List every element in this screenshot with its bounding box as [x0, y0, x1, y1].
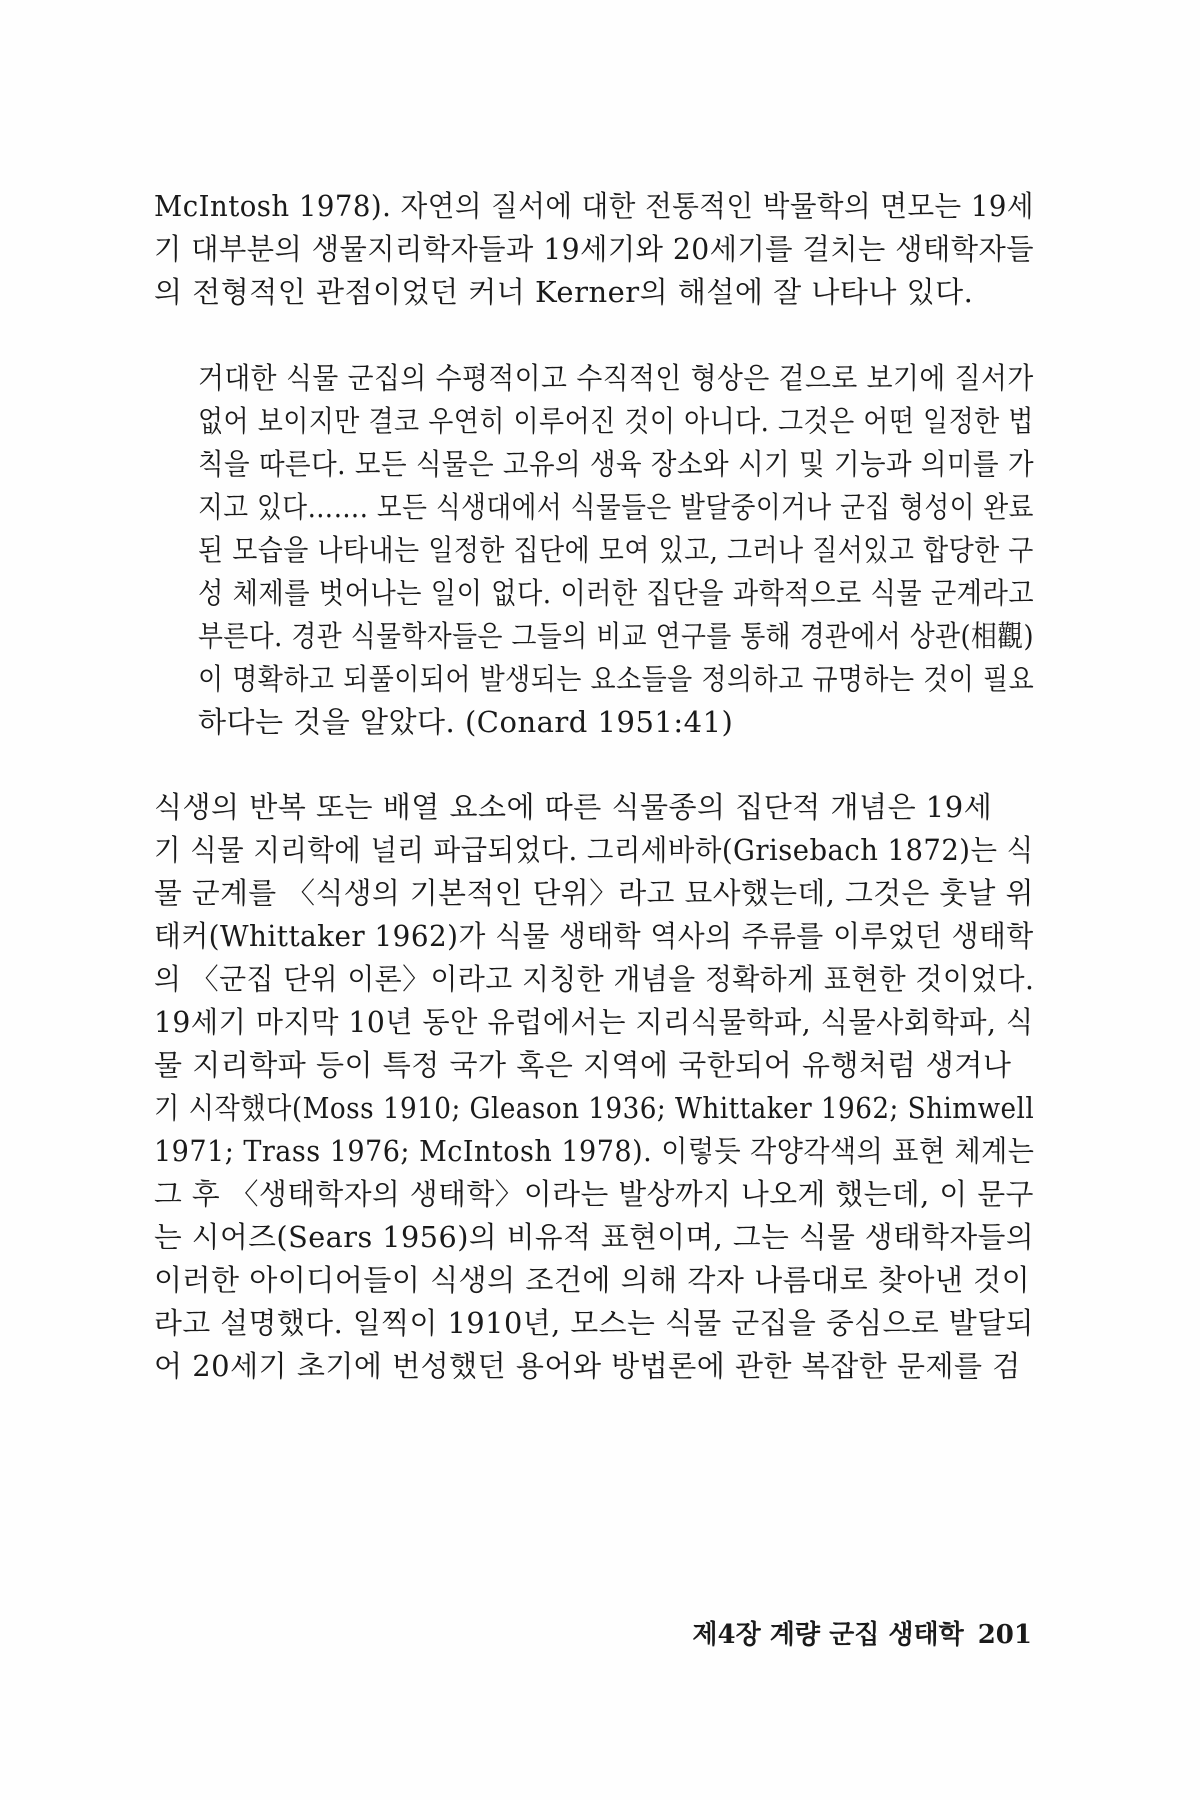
main-line: 어 20세기 초기에 번성했던 용어와 방법론에 관한 복잡한 문제를 검 [154, 1349, 1021, 1383]
main-line: 라고 설명했다. 일찍이 1910년, 모스는 식물 군집을 중심으로 발달되 [154, 1306, 1034, 1340]
main-line: 1971; Trass 1976; McIntosh 1978). 이렇듯 각양각색의 표현 체계는 [154, 1134, 1035, 1168]
main-line: 기 식물 지리학에 널리 파급되었다. 그리세바하(Grisebach 1872)는 식 [154, 833, 1034, 867]
main-line: 는 시어즈(Sears 1956)의 비유적 표현이며, 그는 식물 생태학자들의 [154, 1220, 1035, 1254]
quote-line: 부른다. 경관 식물학자들은 그들의 비교 연구를 통해 경관에서 상관(相觀) [198, 619, 1034, 653]
chapter-title: 제4장 계량 군집 생태학 [692, 1620, 964, 1650]
quote-line: 이 명확하고 되풀이되어 발생되는 요소들을 정의하고 규명하는 것이 필요 [198, 662, 1035, 696]
main-line: 식생의 반복 또는 배열 요소에 따른 식물종의 집단적 개념은 19세 [154, 790, 993, 824]
page-number: 201 [977, 1620, 1032, 1650]
main-line: 이러한 아이디어들이 식생의 조건에 의해 각자 나름대로 찾아낸 것이 [154, 1263, 1031, 1297]
quote-line: 하다는 것을 알았다. (Conard 1951:41) [198, 705, 734, 739]
intro-line: 기 대부분의 생물지리학자들과 19세기와 20세기를 걸치는 생태학자들 [154, 232, 1034, 266]
quote-line: 없어 보이지만 결코 우연히 이루어진 것이 아니다. 그것은 어떤 일정한 법 [198, 404, 1034, 438]
intro-line: McIntosh 1978). 자연의 질서에 대한 전통적인 박물학의 면모는 19세 [154, 189, 1035, 223]
main-line: 태커(Whittaker 1962)가 식물 생태학 역사의 주류를 이루었던 생태학 [154, 919, 1034, 953]
main-line: 물 지리학파 등이 특정 국가 혹은 지역에 국한되어 유행처럼 생겨나 [154, 1048, 1012, 1082]
quote-line: 된 모습을 나타내는 일정한 집단에 모여 있고, 그러나 질서있고 합당한 구 [198, 533, 1034, 567]
page-footer [692, 1618, 1032, 1652]
quote-line: 거대한 식물 군집의 수평적이고 수직적인 형상은 겉으로 보기에 질서가 [198, 361, 1034, 395]
intro-line: 의 전형적인 관점이었던 커너 Kerner의 해설에 잘 나타나 있다. [154, 275, 974, 309]
main-line: 19세기 마지막 10년 동안 유럽에서는 지리식물학파, 식물사회학파, 식 [154, 1005, 1034, 1039]
main-line: 그 후 〈생태학자의 생태학〉이라는 발상까지 나오게 했는데, 이 문구 [154, 1177, 1034, 1211]
main-line: 의 〈군집 단위 이론〉이라고 지칭한 개념을 정확하게 표현한 것이었다. [154, 962, 1035, 996]
quote-line: 성 체제를 벗어나는 일이 없다. 이러한 집단을 과학적으로 식물 군계라고 [198, 576, 1035, 610]
quote-line: 칙을 따른다. 모든 식물은 고유의 생육 장소와 시기 및 기능과 의미를 가 [198, 447, 1035, 481]
main-line: 기 시작했다(Moss 1910; Gleason 1936; Whittaker 1962; Shimwell [154, 1091, 1035, 1125]
main-line: 물 군계를 〈식생의 기본적인 단위〉라고 묘사했는데, 그것은 훗날 위 [154, 876, 1034, 910]
quote-line: 지고 있다……. 모든 식생대에서 식물들은 발달중이거나 군집 형성이 완료 [198, 490, 1034, 524]
